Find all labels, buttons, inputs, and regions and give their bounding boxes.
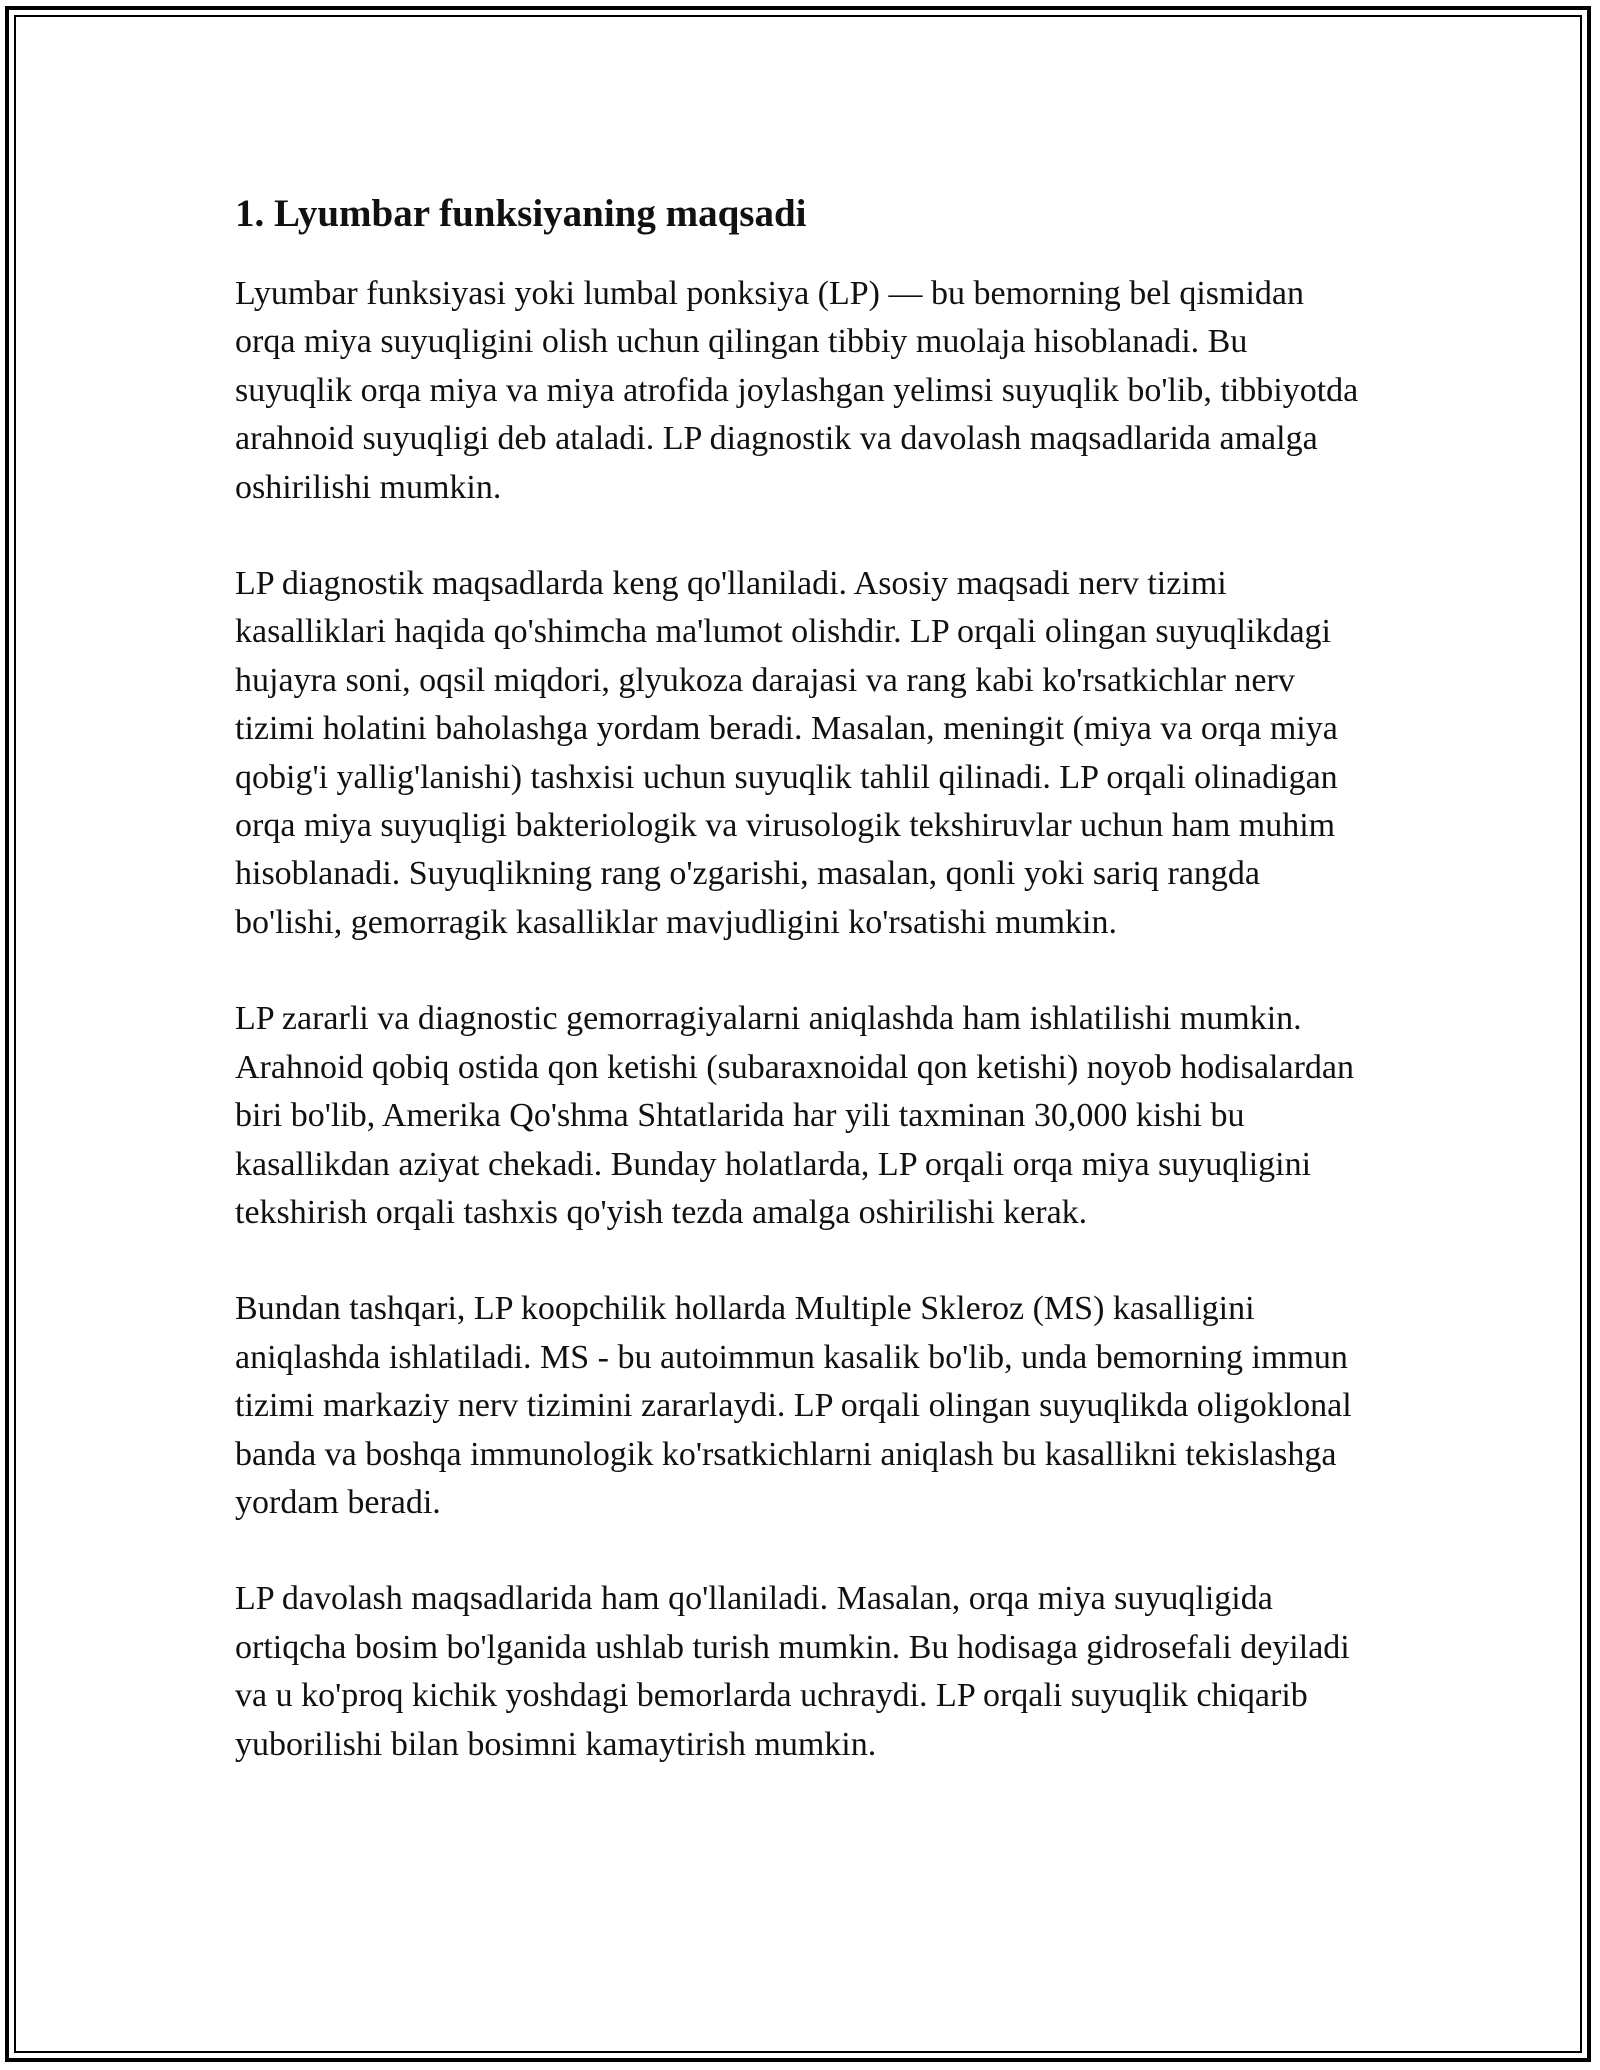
paragraph-intro: Lyumbar funksiyasi yoki lumbal ponksiya (LP) — bu bemorning bel qismidan orqa miya suyuqligini olish uchun qilingan tibbiy muolaja hisoblanadi. Bu suyuqlik orqa miya va miya atrofida joylashgan yelimsi suyuqlik bo'lib, tibbiyotda arahnoid suyuqligi deb ataladi. LP diagnostik va davolash maqsadlarida amalga oshirilishi mumkin. [235, 275, 1359, 506]
document-body [235, 188, 1365, 1817]
section-heading: 1. Lyumbar funksiyaning maqsadi [235, 192, 807, 235]
paragraph-diagnostic: LP diagnostik maqsadlarda keng qo'llaniladi. Asosiy maqsadi nerv tizimi kasalliklari haqida qo'shimcha ma'lumot olishdir. LP orqali olingan suyuqlikdagi hujayra soni, oqsil miqdori, glyukoza darajasi va rang kabi ko'rsatkichlar nerv tizimi holatini baholashga yordam beradi. Masalan, meningit (miya va orqa miya qobig'i yallig'lanishi) tashxisi uchun suyuqlik tahlil qilinadi. LP orqali olinadigan orqa miya suyuqligi bakteriologik va virusologik tekshiruvlar uchun ham muhim hisoblanadi. Suyuqlikning rang o'zgarishi, masalan, qonli yoki sariq rangda bo'lishi, gemorragik kasalliklar mavjudligini ko'rsatishi mumkin. [235, 565, 1338, 941]
paragraph-multiple-sclerosis: Bundan tashqari, LP koopchilik hollarda Multiple Skleroz (MS) kasalligini aniqlashda ishlatiladi. MS - bu autoimmun kasalik bo'lib, unda bemorning immun tizimi markaziy nerv tizimini zararlaydi. LP orqali olingan suyuqlikda oligoklonal banda va boshqa immunologik ko'rsatkichlarni aniqlash bu kasallikni tekislashga yordam beradi. [235, 1290, 1352, 1521]
paragraph-treatment: LP davolash maqsadlarida ham qo'llaniladi. Masalan, orqa miya suyuqligida ortiqcha bosim bo'lganida ushlab turish mumkin. Bu hodisaga gidrosefali deyiladi va u ko'proq kichik yoshdagi bemorlarda uchraydi. LP orqali suyuqlik chiqarib yuborilishi bilan bosimni kamaytirish mumkin. [235, 1580, 1350, 1763]
paragraph-hemorrhage: LP zararli va diagnostic gemorragiyalarni aniqlashda ham ishlatilishi mumkin. Arahnoid qobiq ostida qon ketishi (subaraxnoidal qon ketishi) noyob hodisalardan biri bo'lib, Amerika Qo'shma Shtatlarida har yili taxminan 30,000 kishi bu kasallikdan aziyat chekadi. Bunday holatlarda, LP orqali orqa miya suyuqligini tekshirish orqali tashxis qo'yish tezda amalga oshirilishi kerak. [235, 1000, 1354, 1231]
